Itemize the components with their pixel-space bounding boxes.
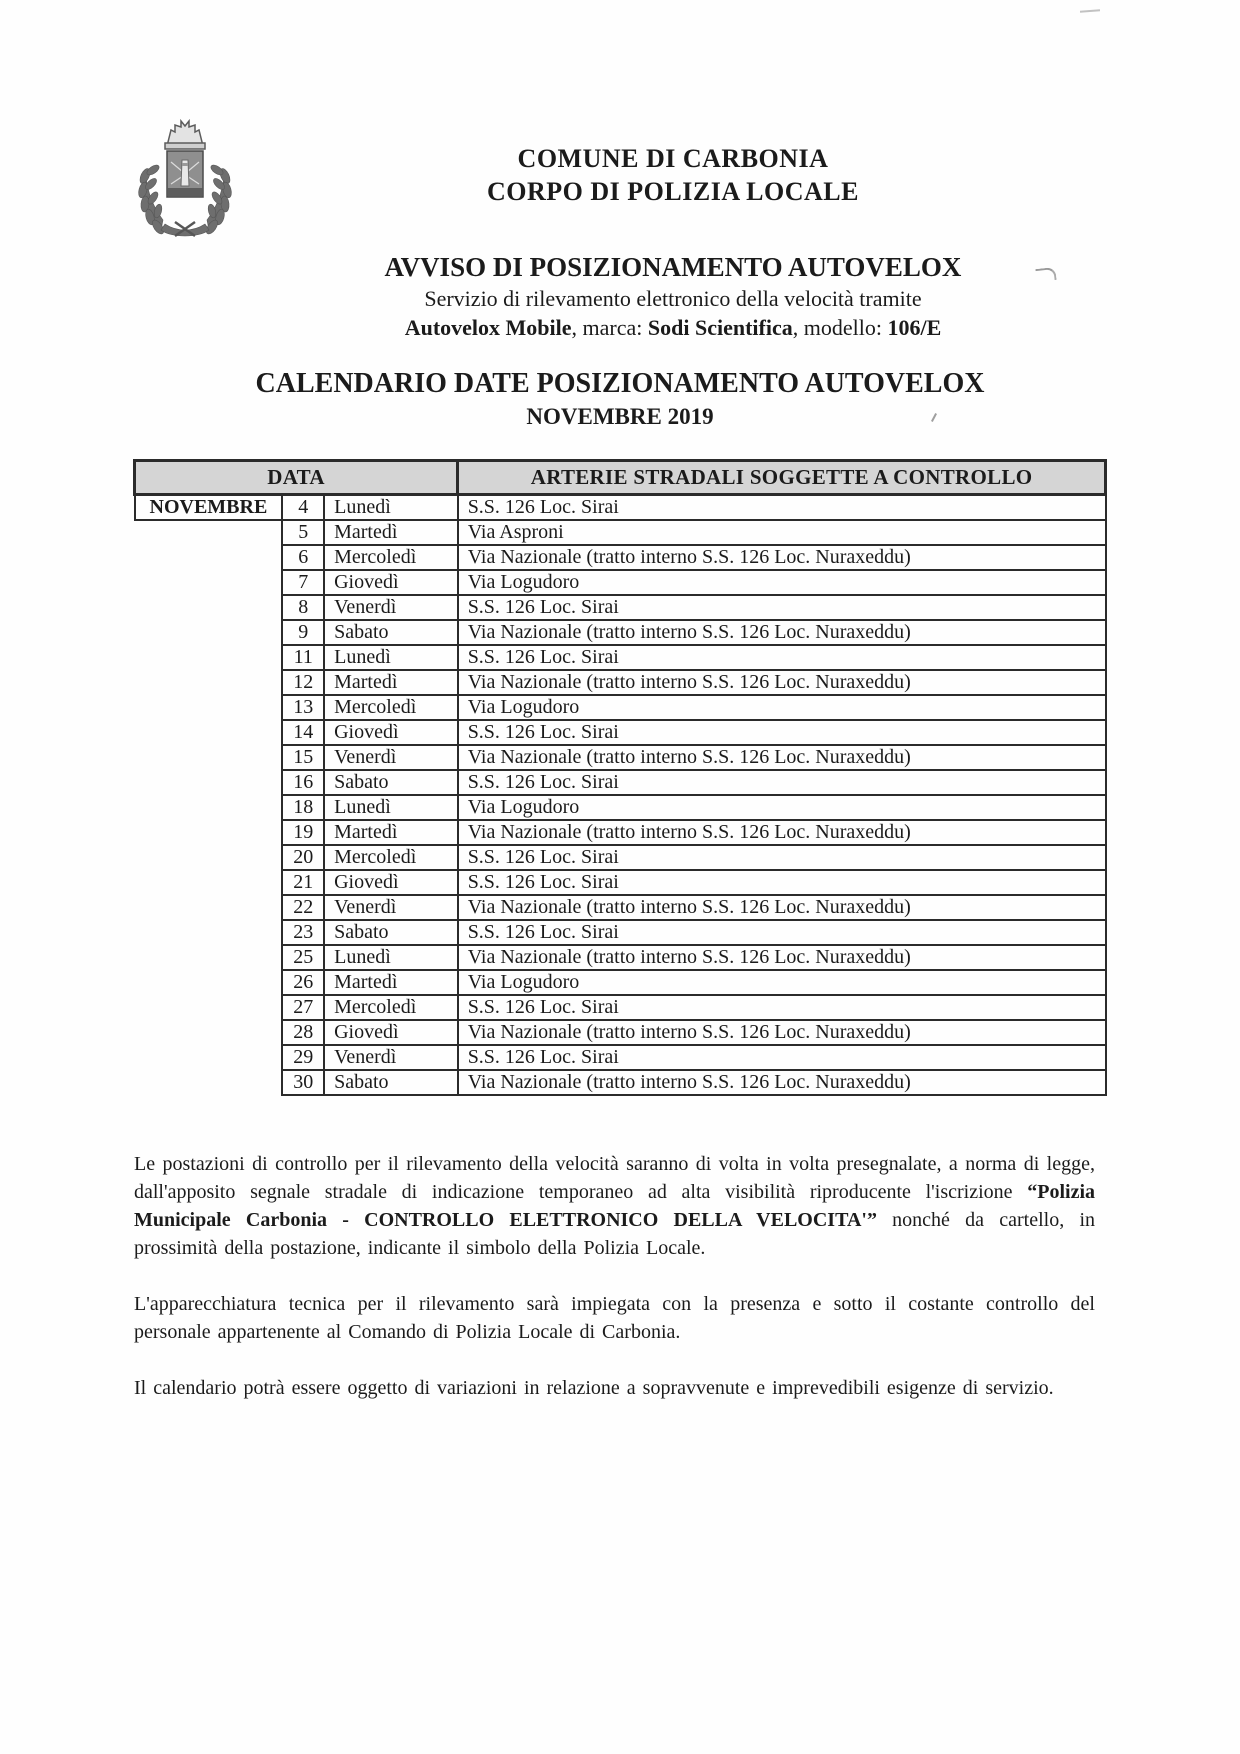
scan-artifact-dash [1080,9,1100,12]
table-row [135,1045,1106,1070]
month-cell-empty [135,895,283,920]
weekday-cell: Venerdì [324,895,458,920]
table-row [135,595,1106,620]
month-cell-empty [135,595,283,620]
road-cell: Via Asproni [458,520,1106,545]
month-cell-empty [135,570,283,595]
weekday-cell: Giovedì [324,720,458,745]
weekday-cell: Sabato [324,920,458,945]
day-number-cell: 30 [282,1070,324,1095]
month-cell-empty [135,1045,283,1070]
org-name: COMUNE DI CARBONIA [517,144,829,173]
day-number-cell: 25 [282,945,324,970]
road-cell: Via Nazionale (tratto interno S.S. 126 Loc. Nuraxeddu) [458,820,1106,845]
weekday-cell: Mercoledì [324,995,458,1020]
weekday-cell: Martedì [324,820,458,845]
table-row [135,820,1106,845]
calendar-table-head [135,461,1106,495]
road-cell: S.S. 126 Loc. Sirai [458,845,1106,870]
day-number-cell: 13 [282,695,324,720]
month-cell-empty [135,870,283,895]
table-row [135,620,1106,645]
road-cell: S.S. 126 Loc. Sirai [458,1045,1106,1070]
weekday-cell: Mercoledì [324,545,458,570]
weekday-cell: Sabato [324,620,458,645]
day-number-cell: 6 [282,545,324,570]
table-row [135,545,1106,570]
notice-subtitle: Servizio di rilevamento elettronico della velocità tramite [424,286,922,311]
table-row [135,945,1106,970]
road-cell: Via Nazionale (tratto interno S.S. 126 Loc. Nuraxeddu) [458,745,1106,770]
day-number-cell: 5 [282,520,324,545]
weekday-cell: Venerdì [324,595,458,620]
table-row [135,495,1106,521]
weekday-cell: Mercoledì [324,695,458,720]
calendar-header [133,366,1107,432]
road-cell: S.S. 126 Loc. Sirai [458,645,1106,670]
paragraph-equipment: L'apparecchiatura tecnica per il rilevamento sarà impiegata con la presenza e sotto il costante controllo del personale appartenente al Comando di Polizia Locale di Carbonia. [134,1293,1095,1343]
day-number-cell: 4 [282,495,324,521]
table-row [135,695,1106,720]
road-cell: Via Logudoro [458,970,1106,995]
table-row [135,570,1106,595]
month-cell-empty [135,920,283,945]
weekday-cell: Giovedì [324,870,458,895]
road-cell: S.S. 126 Loc. Sirai [458,995,1106,1020]
table-row [135,645,1106,670]
header-roads: ARTERIE STRADALI SOGGETTE A CONTROLLO [458,461,1106,495]
road-cell: Via Logudoro [458,570,1106,595]
road-cell: Via Logudoro [458,795,1106,820]
device-brand: Sodi Scientifica [647,315,793,340]
month-cell-empty [135,645,283,670]
day-number-cell: 28 [282,1020,324,1045]
weekday-cell: Martedì [324,670,458,695]
road-cell: S.S. 126 Loc. Sirai [458,770,1106,795]
day-number-cell: 12 [282,670,324,695]
weekday-cell: Giovedì [324,1020,458,1045]
table-row [135,920,1106,945]
road-cell: Via Nazionale (tratto interno S.S. 126 Loc. Nuraxeddu) [458,1070,1106,1095]
day-number-cell: 9 [282,620,324,645]
org-header [280,142,1066,208]
weekday-cell: Martedì [324,520,458,545]
road-cell: Via Nazionale (tratto interno S.S. 126 Loc. Nuraxeddu) [458,620,1106,645]
carbonia-coat-of-arms-icon [131,118,239,244]
device-name: Autovelox Mobile [404,315,572,340]
weekday-cell: Lunedì [324,945,458,970]
device-line [280,313,1066,342]
table-row [135,870,1106,895]
weekday-cell: Lunedì [324,645,458,670]
day-number-cell: 27 [282,995,324,1020]
day-number-cell: 7 [282,570,324,595]
road-cell: Via Nazionale (tratto interno S.S. 126 Loc. Nuraxeddu) [458,945,1106,970]
calendar-month-year: NOVEMBRE 2019 [526,404,714,429]
paragraph-presignal [134,1150,1095,1262]
notice-title: AVVISO DI POSIZIONAMENTO AUTOVELOX [384,252,962,282]
month-cell-empty [135,720,283,745]
day-number-cell: 26 [282,970,324,995]
table-row [135,795,1106,820]
road-cell: Via Nazionale (tratto interno S.S. 126 Loc. Nuraxeddu) [458,895,1106,920]
calendar-title: CALENDARIO DATE POSIZIONAMENTO AUTOVELOX [255,368,985,399]
device-model: 106/E [887,315,942,340]
table-row [135,895,1106,920]
month-cell-empty [135,995,283,1020]
day-number-cell: 15 [282,745,324,770]
month-cell-empty [135,970,283,995]
day-number-cell: 19 [282,820,324,845]
month-cell-empty [135,845,283,870]
table-row [135,970,1106,995]
weekday-cell: Sabato [324,770,458,795]
calendar-table-body [135,495,1106,1096]
weekday-cell: Lunedì [324,495,458,521]
paragraph-presignal-bold: “Polizia Municipale Carbonia - CONTROLLO ELETTRONICO DELLA VELOCITA'” [134,1181,1095,1231]
day-number-cell: 23 [282,920,324,945]
paragraph-variations: Il calendario potrà essere oggetto di variazioni in relazione a sopravvenute e imprevedibili esigenze di servizio. [134,1377,1054,1399]
road-cell: Via Nazionale (tratto interno S.S. 126 Loc. Nuraxeddu) [458,670,1106,695]
month-cell-empty [135,1070,283,1095]
road-cell: S.S. 126 Loc. Sirai [458,495,1106,521]
weekday-cell: Giovedì [324,570,458,595]
paragraph-presignal-pre: Le postazioni di controllo per il rilevamento della velocità saranno di volta in volta presegnalate, a norma di legge, dall'apposito segnale stradale di indicazione temporaneo ad alta visibilità riproducente l'iscrizione [134,1153,1095,1203]
road-cell: Via Nazionale (tratto interno S.S. 126 Loc. Nuraxeddu) [458,545,1106,570]
table-row [135,1020,1106,1045]
device-sep2: , modello: [792,315,888,340]
table-row [135,770,1106,795]
weekday-cell: Sabato [324,1070,458,1095]
month-cell-empty [135,1020,283,1045]
table-row [135,670,1106,695]
month-cell-empty [135,520,283,545]
road-cell: Via Nazionale (tratto interno S.S. 126 Loc. Nuraxeddu) [458,1020,1106,1045]
road-cell: S.S. 126 Loc. Sirai [458,870,1106,895]
weekday-cell: Venerdì [324,745,458,770]
calendar-table [133,459,1107,1096]
table-header-row [135,461,1106,495]
table-row [135,1070,1106,1095]
day-number-cell: 14 [282,720,324,745]
table-row [135,745,1106,770]
day-number-cell: 20 [282,845,324,870]
weekday-cell: Mercoledì [324,845,458,870]
table-row [135,520,1106,545]
road-cell: Via Logudoro [458,695,1106,720]
table-row [135,995,1106,1020]
month-cell-empty [135,795,283,820]
weekday-cell: Lunedì [324,795,458,820]
month-cell-empty [135,745,283,770]
day-number-cell: 18 [282,795,324,820]
weekday-cell: Venerdì [324,1045,458,1070]
month-cell-empty [135,770,283,795]
day-number-cell: 29 [282,1045,324,1070]
road-cell: S.S. 126 Loc. Sirai [458,920,1106,945]
road-cell: S.S. 126 Loc. Sirai [458,720,1106,745]
month-cell-empty [135,670,283,695]
header-data: DATA [135,461,458,495]
day-number-cell: 11 [282,645,324,670]
month-cell-empty [135,945,283,970]
road-cell: S.S. 126 Loc. Sirai [458,595,1106,620]
notice-header [280,250,1066,342]
weekday-cell: Martedì [324,970,458,995]
table-row [135,845,1106,870]
month-cell-empty [135,695,283,720]
org-department: CORPO DI POLIZIA LOCALE [487,177,859,206]
day-number-cell: 16 [282,770,324,795]
table-row [135,720,1106,745]
month-cell-empty [135,820,283,845]
day-number-cell: 22 [282,895,324,920]
paragraph-presignal-post: nonché da cartello, in prossimità della postazione, indicante il simbolo della Polizia Locale. [134,1209,1095,1259]
day-number-cell: 8 [282,595,324,620]
day-number-cell: 21 [282,870,324,895]
device-sep1: , marca: [571,315,648,340]
body-text [134,1150,1095,1430]
month-cell: NOVEMBRE [135,495,283,521]
month-cell-empty [135,545,283,570]
month-cell-empty [135,620,283,645]
